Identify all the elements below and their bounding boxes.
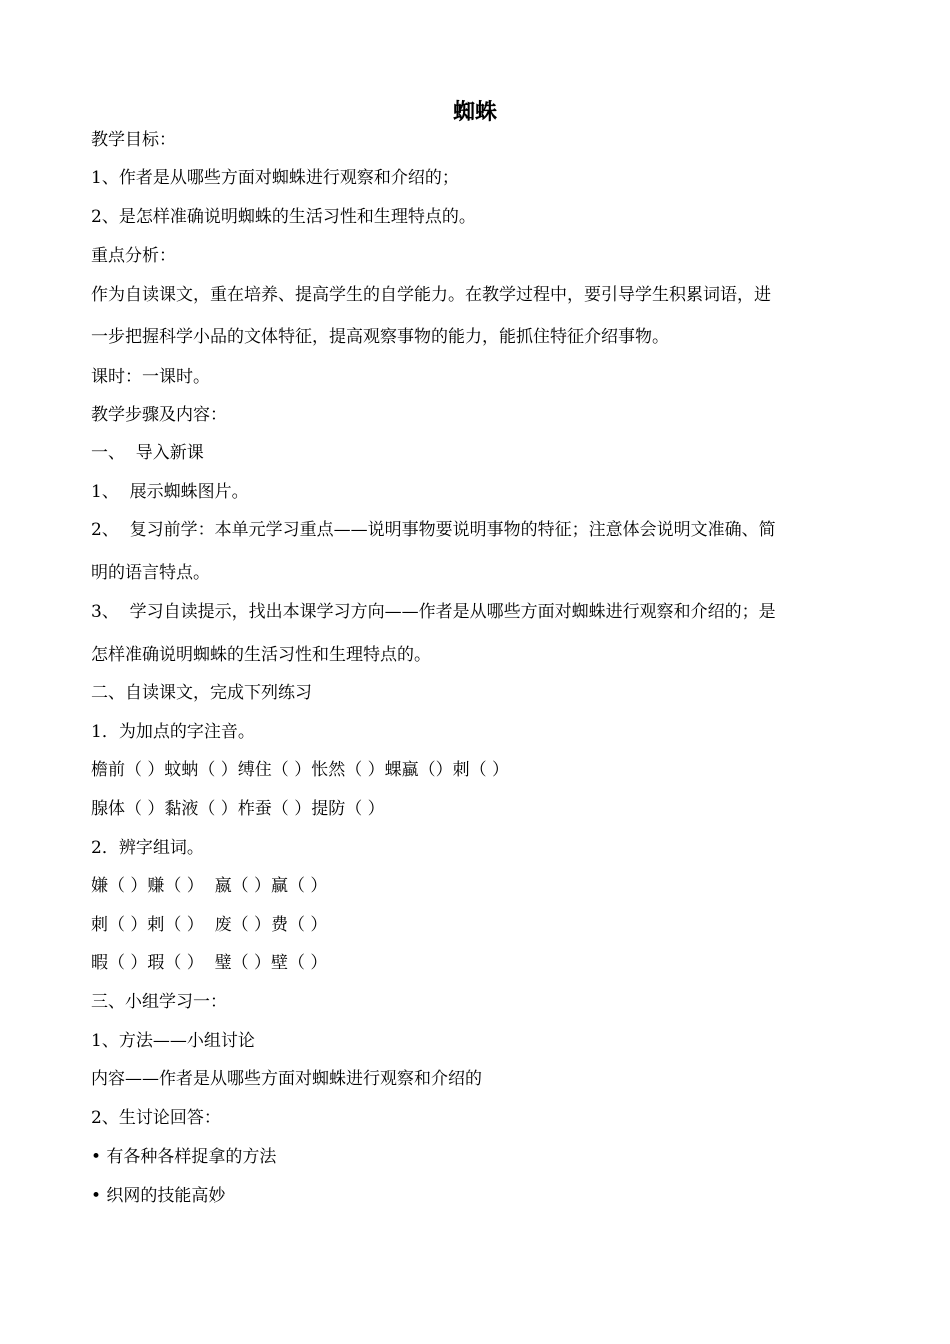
heading-teaching-goals: 教学目标： bbox=[91, 130, 176, 150]
exercise-2-row-3: 暇（ ）瑕（ ） 璧（ ）壁（ ） bbox=[91, 953, 328, 973]
goal-item-2: 2、是怎样准确说明蜘蛛的生活习性和生理特点的。 bbox=[91, 207, 476, 227]
step-2-line-2: 明的语言特点。 bbox=[91, 563, 210, 583]
step-3-line-1: 3、 学习自读提示，找出本课学习方向——作者是从哪些方面对蜘蛛进行观察和介绍的；是 bbox=[91, 602, 776, 622]
goal-item-1: 1、作者是从哪些方面对蜘蛛进行观察和介绍的； bbox=[91, 168, 459, 188]
analysis-paragraph-line-1: 作为自读课文，重在培养、提高学生的自学能力。在教学过程中，要引导学生积累词语，进 bbox=[91, 285, 771, 305]
exercise-1-row-2: 腺体（ ）黏液（ ）柞蚕（ ）提防（ ） bbox=[91, 799, 385, 819]
group-method: 1、方法——小组讨论 bbox=[91, 1031, 255, 1051]
document-title: 蜘蛛 bbox=[452, 100, 497, 125]
exercise-2-row-1: 嫌（ ）赚（ ） 嬴（ ）赢（ ） bbox=[91, 876, 328, 896]
exercise-1-heading: 1．为加点的字注音。 bbox=[91, 722, 255, 742]
section-3-heading: 三、小组学习一： bbox=[91, 992, 227, 1012]
section-1-heading: 一、 导入新课 bbox=[91, 443, 204, 463]
step-3-line-2: 怎样准确说明蜘蛛的生活习性和生理特点的。 bbox=[91, 645, 431, 665]
group-content: 内容——作者是从哪些方面对蜘蛛进行观察和介绍的 bbox=[91, 1069, 482, 1089]
bullet-item-1: • 有各种各样捉拿的方法 bbox=[91, 1147, 277, 1167]
bullet-item-2: • 织网的技能高妙 bbox=[91, 1186, 226, 1206]
exercise-2-row-2: 刺（ ）剌（ ） 废（ ）费（ ） bbox=[91, 915, 328, 935]
analysis-paragraph-line-2: 一步把握科学小品的文体特征，提高观察事物的能力，能抓住特征介绍事物。 bbox=[91, 327, 669, 347]
heading-teaching-steps: 教学步骤及内容： bbox=[91, 405, 227, 425]
class-hours: 课时：一课时。 bbox=[91, 367, 210, 387]
heading-key-analysis: 重点分析： bbox=[91, 246, 176, 266]
step-1: 1、 展示蜘蛛图片。 bbox=[91, 482, 249, 502]
exercise-2-heading: 2．辨字组词。 bbox=[91, 838, 204, 858]
discussion-answer-heading: 2、生讨论回答： bbox=[91, 1108, 221, 1128]
step-2-line-1: 2、 复习前学：本单元学习重点——说明事物要说明事物的特征；注意体会说明文准确、简 bbox=[91, 520, 776, 540]
exercise-1-row-1: 檐前（ ）蚊蚋（ ）缚住（ ）怅然（ ）蜾蠃（）刺（ ） bbox=[91, 760, 510, 780]
section-2-heading: 二、自读课文，完成下列练习 bbox=[91, 683, 312, 703]
